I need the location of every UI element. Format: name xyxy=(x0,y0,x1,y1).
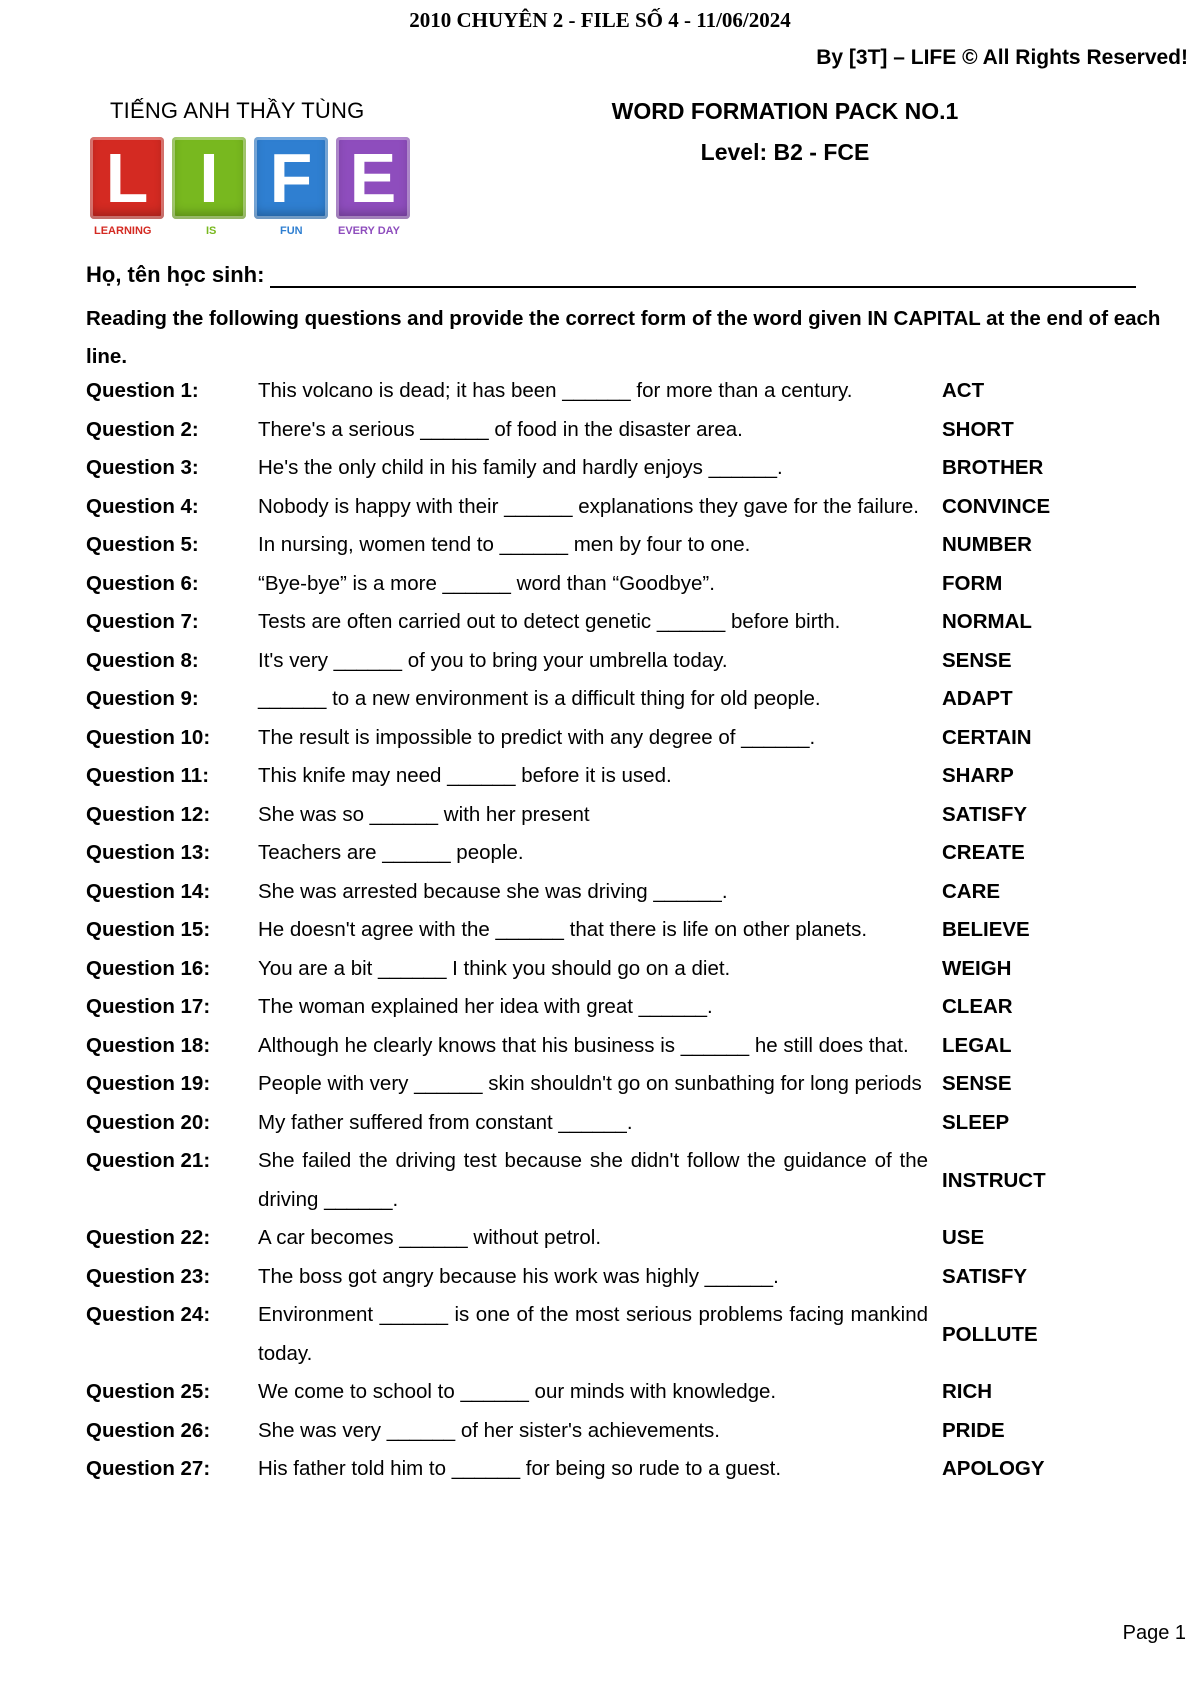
question-text: He doesn't agree with the ______ that there is life on other planets. xyxy=(258,918,868,941)
question-text: Teachers are ______ people. xyxy=(258,841,524,864)
question-list xyxy=(86,372,1186,1489)
question-label: Question 8: xyxy=(86,648,199,672)
question-root-word: ACT xyxy=(942,379,985,402)
question-label: Question 27: xyxy=(86,1457,211,1480)
question-text: ______ to a new environment is a difficult thing for old people. xyxy=(258,687,821,710)
question-label: Question 23: xyxy=(86,1264,211,1288)
question-root-word: NUMBER xyxy=(942,533,1032,556)
question-row xyxy=(86,1027,1186,1066)
question-row xyxy=(86,950,1186,989)
question-label: Question 5: xyxy=(86,533,199,556)
question-row xyxy=(86,680,1186,719)
question-root-word: FORM xyxy=(942,571,1003,595)
question-label: Question 16: xyxy=(86,956,211,980)
question-text: She was arrested because she was driving ______. xyxy=(258,879,728,903)
question-label: Question 13: xyxy=(86,841,211,864)
question-text: Environment ______ is one of the most serious problems facing mankind today. xyxy=(258,1303,928,1365)
question-root-word: SHARP xyxy=(942,764,1014,787)
question-row xyxy=(86,834,1186,873)
question-root-word: BROTHER xyxy=(942,456,1044,479)
question-text: In nursing, women tend to ______ men by four to one. xyxy=(258,533,751,556)
copyright-notice: By [3T] – LIFE © All Rights Reserved! xyxy=(816,46,1188,69)
instruction-text: Reading the following questions and provide the correct form of the word given IN CAPITAL at the end of each line. xyxy=(86,307,1161,368)
question-row xyxy=(86,603,1186,642)
question-root-word: PRIDE xyxy=(942,1418,1005,1442)
logo-tile-i: I xyxy=(172,137,246,219)
logo-caption-every-day: EVERY DAY xyxy=(338,225,400,237)
question-row xyxy=(86,1104,1186,1143)
question-row xyxy=(86,372,1186,411)
question-root-word: SATISFY xyxy=(942,1264,1028,1288)
question-label: Question 4: xyxy=(86,494,199,518)
question-text: “Bye-bye” is a more ______ word than “Goodbye”. xyxy=(258,571,715,595)
question-text: My father suffered from constant ______. xyxy=(258,1110,633,1134)
question-label: Question 1: xyxy=(86,379,199,402)
pack-title: WORD FORMATION PACK NO.1 xyxy=(611,98,959,124)
question-row xyxy=(86,719,1186,758)
pack-level: Level: B2 - FCE xyxy=(700,139,870,165)
life-logo xyxy=(90,137,420,242)
question-text: People with very ______ skin shouldn't go on sunbathing for long periods xyxy=(258,1072,922,1095)
question-root-word: SHORT xyxy=(942,417,1014,441)
question-row xyxy=(86,411,1186,450)
question-label: Question 7: xyxy=(86,610,199,633)
question-root-word: INSTRUCT xyxy=(942,1168,1046,1192)
question-label: Question 14: xyxy=(86,879,211,903)
question-text: The woman explained her idea with great ______. xyxy=(258,995,713,1018)
question-root-word: ADAPT xyxy=(942,687,1013,710)
question-text: The result is impossible to predict with any degree of ______. xyxy=(258,725,816,749)
question-root-word: RICH xyxy=(942,1380,993,1403)
logo-tile-f: F xyxy=(254,137,328,219)
question-root-word: POLLUTE xyxy=(942,1322,1038,1346)
question-text: Although he clearly knows that his business is ______ he still does that. xyxy=(258,1033,909,1057)
question-text: She was so ______ with her present xyxy=(258,802,590,826)
question-row xyxy=(86,988,1186,1027)
question-text: This volcano is dead; it has been ______ for more than a century. xyxy=(258,379,853,402)
question-root-word: SENSE xyxy=(942,1072,1012,1096)
logo-tile-l: L xyxy=(90,137,164,219)
question-row xyxy=(86,642,1186,681)
question-text: We come to school to ______ our minds with knowledge. xyxy=(258,1380,777,1403)
question-root-word: SATISFY xyxy=(942,802,1028,826)
question-root-word: CARE xyxy=(942,879,1001,903)
question-root-word: CERTAIN xyxy=(942,725,1032,749)
question-text: There's a serious ______ of food in the disaster area. xyxy=(258,417,743,441)
logo-caption-learning: LEARNING xyxy=(94,225,152,237)
question-row xyxy=(86,1450,1186,1489)
question-root-word: CREATE xyxy=(942,841,1025,864)
question-label: Question 20: xyxy=(86,1110,211,1134)
question-label: Question 18: xyxy=(86,1033,211,1057)
question-row xyxy=(86,757,1186,796)
question-row xyxy=(86,1142,1186,1219)
logo-caption-is: IS xyxy=(206,225,217,237)
question-text: She was very ______ of her sister's achievements. xyxy=(258,1418,720,1442)
question-row xyxy=(86,796,1186,835)
question-text: She failed the driving test because she didn't follow the guidance of the driving ______. xyxy=(258,1149,928,1211)
logo-caption-fun: FUN xyxy=(280,225,303,237)
question-text: A car becomes ______ without petrol. xyxy=(258,1226,602,1249)
question-root-word: SENSE xyxy=(942,648,1012,672)
question-root-word: NORMAL xyxy=(942,610,1032,633)
question-row xyxy=(86,873,1186,912)
question-label: Question 21: xyxy=(86,1149,211,1172)
question-text: Nobody is happy with their ______ explanations they gave for the failure. xyxy=(258,494,919,518)
question-text: You are a bit ______ I think you should go on a diet. xyxy=(258,956,731,980)
question-text: The boss got angry because his work was highly ______. xyxy=(258,1264,779,1288)
question-row xyxy=(86,449,1186,488)
question-label: Question 9: xyxy=(86,687,199,710)
student-name-blank[interactable] xyxy=(270,264,1136,288)
question-label: Question 19: xyxy=(86,1072,211,1095)
question-label: Question 3: xyxy=(86,456,199,479)
student-name-label: Họ, tên học sinh: xyxy=(86,262,265,287)
question-label: Question 25: xyxy=(86,1380,211,1403)
question-root-word: SLEEP xyxy=(942,1110,1010,1134)
question-label: Question 24: xyxy=(86,1303,211,1326)
question-text: It's very ______ of you to bring your umbrella today. xyxy=(258,648,728,672)
question-row xyxy=(86,1219,1186,1258)
question-label: Question 12: xyxy=(86,802,211,826)
student-name-row xyxy=(86,262,1136,288)
question-root-word: LEGAL xyxy=(942,1033,1012,1057)
question-label: Question 2: xyxy=(86,417,199,441)
question-root-word: USE xyxy=(942,1226,985,1249)
question-label: Question 15: xyxy=(86,918,211,941)
question-text: He's the only child in his family and hardly enjoys ______. xyxy=(258,456,783,479)
question-row xyxy=(86,526,1186,565)
question-row xyxy=(86,911,1186,950)
question-label: Question 26: xyxy=(86,1418,211,1442)
question-row xyxy=(86,1296,1186,1373)
question-row xyxy=(86,488,1186,527)
question-root-word: CONVINCE xyxy=(942,494,1051,518)
question-row xyxy=(86,1065,1186,1104)
question-row xyxy=(86,1258,1186,1297)
brand-name: TIẾNG ANH THẦY TÙNG xyxy=(110,98,365,123)
question-label: Question 10: xyxy=(86,725,211,749)
logo-tile-e: E xyxy=(336,137,410,219)
question-label: Question 11: xyxy=(86,764,210,787)
question-root-word: BELIEVE xyxy=(942,918,1030,941)
question-label: Question 17: xyxy=(86,995,211,1018)
question-root-word: APOLOGY xyxy=(942,1457,1045,1480)
question-row xyxy=(86,565,1186,604)
question-text: Tests are often carried out to detect genetic ______ before birth. xyxy=(258,610,841,633)
question-row xyxy=(86,1373,1186,1412)
question-label: Question 22: xyxy=(86,1226,211,1249)
question-text: This knife may need ______ before it is used. xyxy=(258,764,672,787)
question-row xyxy=(86,1412,1186,1451)
page-number: Page 1 xyxy=(1122,1622,1186,1644)
document-header-title: 2010 CHUYÊN 2 - FILE SỐ 4 - 11/06/2024 xyxy=(409,8,791,32)
question-text: His father told him to ______ for being so rude to a guest. xyxy=(258,1457,782,1480)
question-root-word: WEIGH xyxy=(942,956,1012,980)
question-root-word: CLEAR xyxy=(942,995,1013,1018)
question-label: Question 6: xyxy=(86,571,199,595)
